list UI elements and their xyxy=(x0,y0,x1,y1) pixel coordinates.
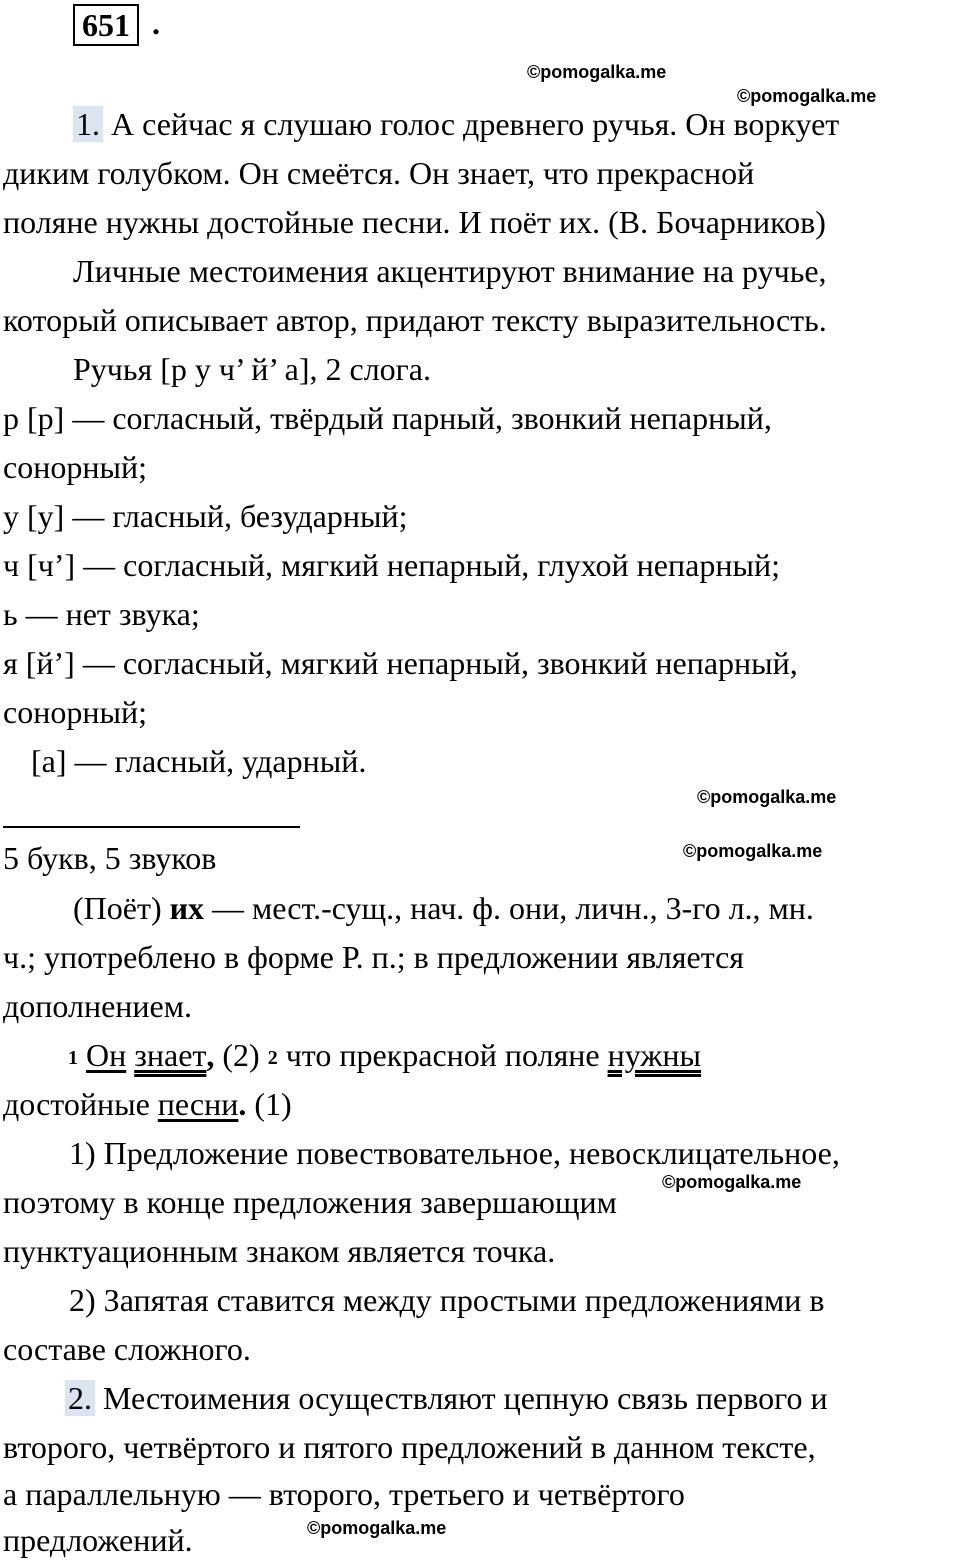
punct-2-line-2: составе сложного. xyxy=(3,1331,251,1367)
part2-line-3: а параллельную — второго, третьего и четвёртого xyxy=(3,1476,685,1512)
morph-word: их xyxy=(169,890,205,926)
part2-line-4: предложений. xyxy=(3,1522,193,1558)
part1-marker: 1. xyxy=(73,106,103,142)
pronouns-line-1: Личные местоимения акцентируют внимание на ручье, xyxy=(73,253,827,289)
predicate-2: нужны xyxy=(607,1037,702,1073)
watermark: ©pomogalka.me xyxy=(683,841,823,861)
phonetic-ya-line-1: я [й’] — согласный, мягкий непарный, звонкий непарный, xyxy=(3,645,798,681)
part2-line-1: 2. Местоимения осуществляют цепную связь первого и xyxy=(65,1378,828,1418)
scheme-line-2: достойные песни. (1) xyxy=(3,1086,292,1122)
phonetic-ya-line-2: сонорный; xyxy=(3,694,147,730)
part2-line-2: второго, четвёртого и пятого предложений в данном тексте, xyxy=(3,1429,816,1465)
divider-line xyxy=(3,826,300,828)
subject-1: Он xyxy=(86,1037,127,1073)
phonetic-a: [а] — гласный, ударный. xyxy=(31,743,367,779)
phonetic-r-line-2: сонорный; xyxy=(3,449,147,485)
phonetic-summary: 5 букв, 5 звуков xyxy=(3,840,217,876)
subject-2: песни xyxy=(157,1086,239,1122)
phonetic-u: у [у] — гласный, безударный; xyxy=(3,498,408,534)
morph-line-3: дополнением. xyxy=(3,988,192,1024)
phonetic-ch: ч [ч’] — согласный, мягкий непарный, глухой непарный; xyxy=(3,547,780,583)
phonetic-soft-sign: ь — нет звука; xyxy=(3,596,200,632)
clause-number-2: 2 xyxy=(267,1047,278,1069)
phonetic-r-line-1: р [р] — согласный, твёрдый парный, звонкий непарный, xyxy=(3,400,772,436)
scheme-line-1: 1 Он знает, (2) 2 что прекрасной поляне нужны xyxy=(68,1037,702,1073)
watermark: ©pomogalka.me xyxy=(697,787,837,807)
clause-number-1: 1 xyxy=(68,1047,78,1069)
part2-marker: 2. xyxy=(65,1380,95,1416)
part1-line-3: поляне нужны достойные песни. И поёт их. (В. Бочарников) xyxy=(3,204,826,240)
punct-1-line-1: 1) Предложение повествовательное, невосклицательное, xyxy=(69,1135,840,1171)
watermark: ©pomogalka.me xyxy=(307,1518,447,1538)
watermark: ©pomogalka.me xyxy=(737,86,877,106)
morph-line-2: ч.; употреблено в форме Р. п.; в предложении является xyxy=(3,939,744,975)
punct-1-line-3: пунктуационным знаком является точка. xyxy=(3,1233,556,1269)
predicate-1: знает xyxy=(134,1037,207,1073)
morph-line-1: (Поёт) их — мест.-сущ., нач. ф. они, личн., 3-го л., мн. xyxy=(73,890,814,926)
exercise-number: 651 xyxy=(73,4,139,46)
exercise-number-dot: . xyxy=(152,5,160,41)
watermark: ©pomogalka.me xyxy=(662,1172,802,1192)
part1-line-2: диким голубком. Он смеётся. Он знает, что прекрасной xyxy=(3,155,755,191)
punct-1-line-2: поэтому в конце предложения завершающим xyxy=(3,1184,617,1220)
phonetic-title: Ручья [р у ч’ й’ а], 2 слога. xyxy=(73,351,431,387)
punct-2-line-1: 2) Запятая ставится между простыми предложениями в xyxy=(69,1282,825,1318)
pronouns-line-2: который описывает автор, придают тексту выразительность. xyxy=(3,302,827,338)
watermark: ©pomogalka.me xyxy=(527,62,667,82)
part1-line-1: 1. А сейчас я слушаю голос древнего ручья. Он воркует xyxy=(73,104,839,144)
